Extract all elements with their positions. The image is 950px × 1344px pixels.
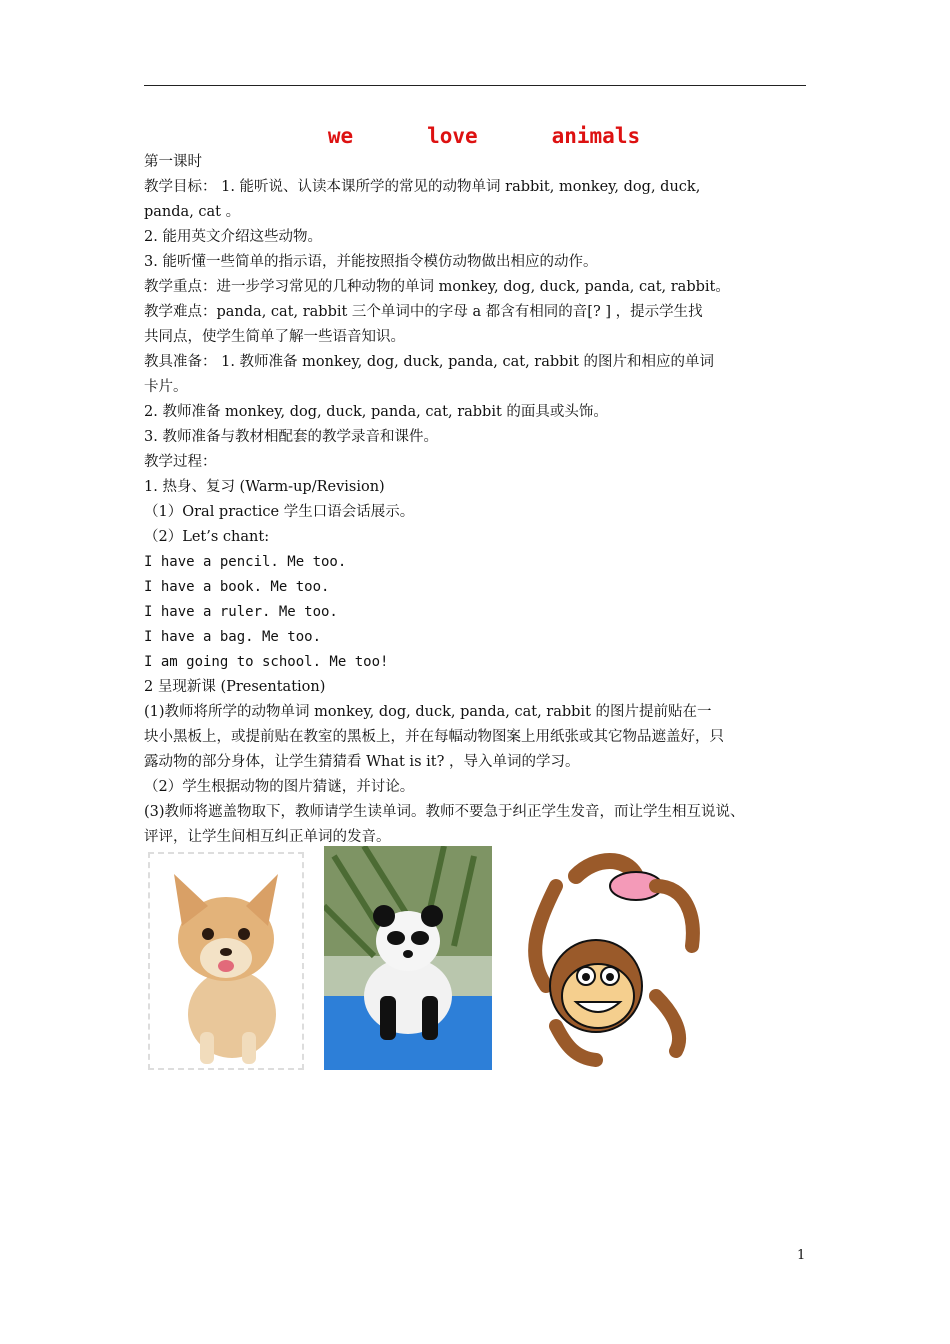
text-line: 教具准备： 1. 教师准备 monkey, dog, duck, panda, cat, rabbit 的图片和相应的单词 bbox=[144, 354, 715, 370]
panda-photo bbox=[324, 846, 492, 1070]
chant-line: I have a ruler. Me too. bbox=[144, 604, 338, 620]
text-line: 第一课时 bbox=[144, 154, 202, 170]
text-line: 2 呈现新课 (Presentation) bbox=[144, 679, 326, 695]
text-line: (1)教师将所学的动物单词 monkey, dog, duck, panda, cat, rabbit 的图片提前贴在一 bbox=[144, 704, 712, 720]
text-line: 3. 教师准备与教材相配套的教学录音和课件。 bbox=[144, 429, 438, 445]
text-line: （2）学生根据动物的图片猜谜，并讨论。 bbox=[144, 779, 415, 795]
document-title: we love animals bbox=[327, 124, 641, 148]
text-line: （2）Let’s chant: bbox=[144, 529, 270, 545]
monkey-cartoon bbox=[516, 846, 716, 1070]
text-line: 教学目标： 1. 能听说、认读本课所学的常见的动物单词 rabbit, monkey, dog, duck, bbox=[144, 179, 701, 195]
text-line: 2. 教师准备 monkey, dog, duck, panda, cat, rabbit 的面具或头饰。 bbox=[144, 404, 608, 420]
text-line: （1）Oral practice 学生口语会话展示。 bbox=[144, 504, 415, 520]
text-line: 卡片。 bbox=[144, 379, 188, 395]
chant-line: I have a bag. Me too. bbox=[144, 629, 322, 645]
text-line: 1. 热身、复习 (Warm-up/Revision) bbox=[144, 479, 385, 495]
chant-line: I have a book. Me too. bbox=[144, 579, 330, 595]
text-line: panda, cat 。 bbox=[144, 204, 241, 220]
text-line: 2. 能用英文介绍这些动物。 bbox=[144, 229, 322, 245]
text-line: 共同点，使学生简单了解一些语音知识。 bbox=[144, 329, 405, 345]
header-rule bbox=[144, 85, 806, 86]
text-line: 评评，让学生间相互纠正单词的发音。 bbox=[144, 829, 391, 845]
text-line: 露动物的部分身体，让学生猜猜看 What is it? ，导入单词的学习。 bbox=[144, 754, 580, 770]
text-line: 教学难点：panda, cat, rabbit 三个单词中的字母 a 都含有相同的音[? ] ，提示学生找 bbox=[144, 304, 703, 320]
text-line: 块小黑板上，或提前贴在教室的黑板上，并在每幅动物图案上用纸张或其它物品遮盖好，只 bbox=[144, 729, 724, 745]
chant-line: I have a pencil. Me too. bbox=[144, 554, 347, 570]
dog-photo bbox=[148, 852, 304, 1070]
document-body bbox=[144, 150, 814, 850]
text-line: (3)教师将遮盖物取下，教师请学生读单词。教师不要急于纠正学生发音，而让学生相互说说、 bbox=[144, 804, 745, 820]
page-number: 1 bbox=[797, 1248, 806, 1263]
text-line: 3. 能听懂一些简单的指示语，并能按照指令模仿动物做出相应的动作。 bbox=[144, 254, 598, 270]
text-line: 教学过程： bbox=[144, 454, 217, 470]
text-line: 教学重点：进一步学习常见的几种动物的单词 monkey, dog, duck, panda, cat, rabbit。 bbox=[144, 279, 730, 295]
animal-images bbox=[144, 846, 744, 1074]
chant-line: I am going to school. Me too! bbox=[144, 654, 389, 670]
